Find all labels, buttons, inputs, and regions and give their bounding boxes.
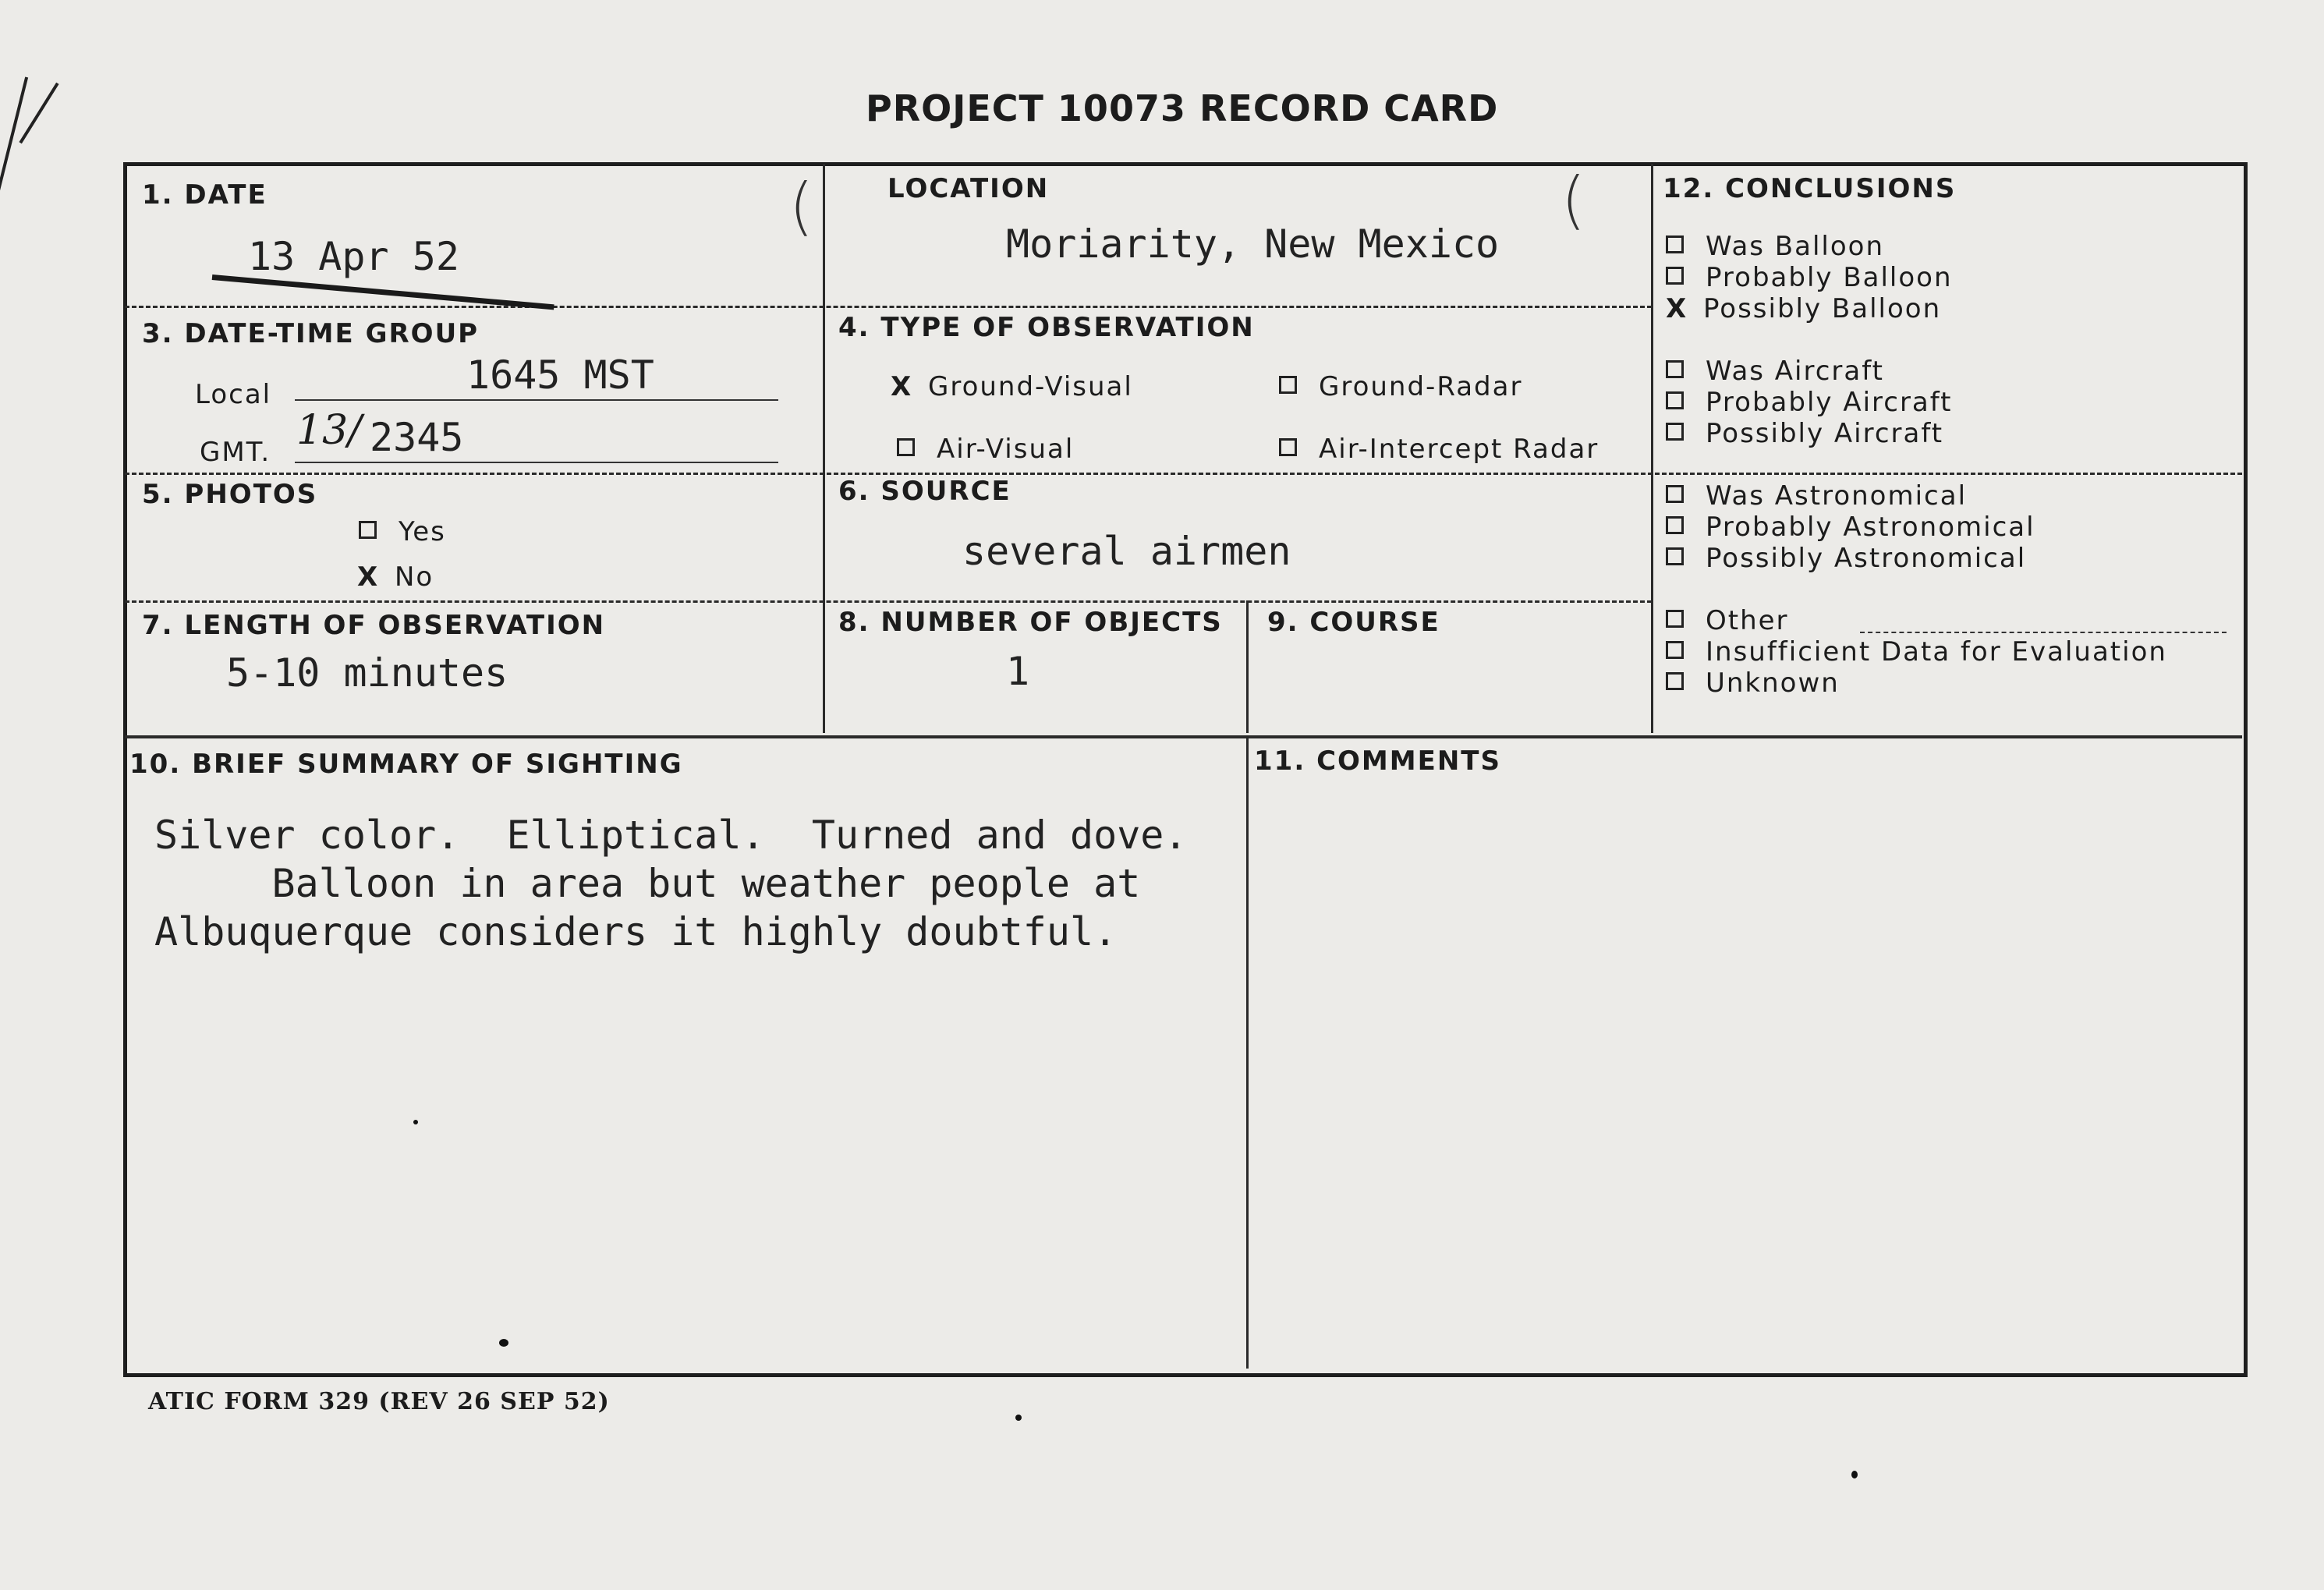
air-intercept-radar-label: Air-Intercept Radar — [1319, 434, 1600, 465]
location-value: Moriarity, New Mexico — [1006, 221, 1500, 267]
conclusion-label: Possibly Balloon — [1703, 293, 1942, 324]
form-id: ATIC FORM 329 (REV 26 SEP 52) — [148, 1388, 610, 1415]
air-intercept-radar-checkbox[interactable] — [1279, 438, 1297, 456]
speck-4 — [413, 1120, 418, 1124]
other-underline — [1860, 632, 2227, 633]
conclusion-item[interactable] — [1666, 480, 1967, 512]
local-value: 1645 MST — [466, 352, 654, 398]
card-title: PROJECT 10073 RECORD CARD — [866, 87, 1499, 129]
conclusion-item[interactable] — [1666, 543, 2026, 574]
divider-row-4 — [125, 735, 2242, 738]
comments-label: 11. COMMENTS — [1254, 745, 1501, 777]
conclusion-item[interactable] — [1666, 418, 1943, 449]
ground-visual-label: Ground-Visual — [928, 371, 1133, 402]
speck-2 — [1015, 1415, 1022, 1421]
photos-label: 5. PHOTOS — [142, 479, 318, 510]
conclusion-checkbox[interactable] — [1666, 610, 1684, 628]
option-ground-radar[interactable] — [1279, 371, 1522, 402]
conclusion-checkbox[interactable] — [1666, 423, 1684, 441]
conclusion-item[interactable] — [1666, 387, 1952, 418]
conclusion-label: Probably Astronomical — [1706, 512, 2035, 543]
margin-pen-mark-2 — [19, 83, 58, 143]
conclusion-checkbox[interactable] — [1666, 391, 1684, 409]
divider-row-1 — [125, 306, 1652, 308]
photos-yes-checkbox[interactable] — [359, 521, 377, 539]
conclusion-checkmark: X — [1666, 293, 1688, 324]
divider-number-course — [1246, 600, 1249, 733]
photos-no-label: No — [395, 561, 434, 593]
air-visual-checkbox[interactable] — [897, 438, 915, 456]
conclusion-item[interactable] — [1666, 605, 1789, 636]
conclusion-checkbox[interactable] — [1666, 547, 1684, 565]
conclusion-label: Was Balloon — [1706, 231, 1885, 262]
summary-label: 10. BRIEF SUMMARY OF SIGHTING — [129, 749, 683, 780]
conclusion-label: Insufficient Data for Evaluation — [1706, 636, 2167, 668]
conclusion-item[interactable] — [1666, 293, 1941, 324]
conclusion-item[interactable] — [1666, 356, 1884, 387]
ground-radar-label: Ground-Radar — [1319, 371, 1523, 402]
summary-line-2: Balloon in area but weather people at — [154, 861, 1141, 906]
divider-left-col — [823, 164, 825, 733]
photos-no-checkmark: X — [357, 561, 380, 593]
conclusion-checkbox[interactable] — [1666, 516, 1684, 534]
option-air-intercept-radar[interactable] — [1279, 434, 1599, 465]
gmt-underline — [295, 462, 778, 463]
option-ground-visual[interactable] — [891, 371, 1133, 402]
option-photos-yes[interactable] — [359, 516, 446, 547]
speck-1 — [499, 1339, 508, 1347]
date-label: 1. DATE — [142, 179, 267, 211]
number-of-objects-label: 8. NUMBER OF OBJECTS — [838, 607, 1223, 638]
conclusion-checkbox[interactable] — [1666, 641, 1684, 659]
gmt-value: 2345 — [370, 415, 464, 460]
summary-line-1: Silver color. Elliptical. Turned and dove. — [154, 813, 1188, 858]
divider-row-2 — [125, 473, 2242, 475]
margin-pen-mark — [0, 76, 28, 228]
gmt-label: GMT. — [200, 437, 271, 468]
conclusion-item[interactable] — [1666, 231, 1884, 262]
local-underline — [295, 399, 778, 401]
location-bracket-left: ( — [789, 170, 814, 243]
date-time-group-label: 3. DATE-TIME GROUP — [142, 318, 480, 349]
summary-line-3: Albuquerque considers it highly doubtful. — [154, 909, 1118, 954]
conclusion-label: Possibly Astronomical — [1706, 543, 2027, 574]
gmt-handwritten-prefix: 13/ — [296, 407, 362, 454]
conclusion-checkbox[interactable] — [1666, 267, 1684, 285]
ground-visual-checkmark: X — [891, 371, 913, 402]
photos-yes-label: Yes — [399, 516, 446, 547]
option-air-visual[interactable] — [897, 434, 1074, 465]
source-value: several airmen — [962, 529, 1291, 574]
source-label: 6. SOURCE — [838, 476, 1011, 507]
option-photos-no[interactable] — [357, 561, 434, 593]
local-label: Local — [195, 379, 272, 410]
conclusion-item[interactable] — [1666, 262, 1953, 293]
conclusion-checkbox[interactable] — [1666, 672, 1684, 690]
length-of-observation-label: 7. LENGTH OF OBSERVATION — [142, 610, 606, 641]
divider-right-col — [1651, 164, 1653, 733]
ground-radar-checkbox[interactable] — [1279, 376, 1297, 394]
divider-summary-comments — [1246, 737, 1249, 1369]
location-label: LOCATION — [887, 173, 1050, 204]
type-of-observation-label: 4. TYPE OF OBSERVATION — [838, 312, 1255, 343]
date-value: 13 Apr 52 — [248, 234, 459, 279]
length-of-observation-value: 5-10 minutes — [226, 650, 508, 696]
conclusions-label: 12. CONCLUSIONS — [1663, 173, 1957, 204]
conclusion-label: Other — [1706, 605, 1789, 636]
conclusion-checkbox[interactable] — [1666, 235, 1684, 253]
course-label: 9. COURSE — [1267, 607, 1440, 638]
conclusion-item[interactable] — [1666, 636, 2167, 668]
divider-row-3 — [125, 600, 1652, 603]
conclusion-item[interactable] — [1666, 668, 1840, 699]
conclusion-item[interactable] — [1666, 512, 2035, 543]
air-visual-label: Air-Visual — [937, 434, 1075, 465]
conclusion-label: Probably Balloon — [1706, 262, 1953, 293]
location-bracket-right: ( — [1561, 164, 1586, 236]
conclusion-checkbox[interactable] — [1666, 485, 1684, 503]
number-of-objects-value: 1 — [1006, 649, 1030, 694]
conclusion-label: Was Astronomical — [1706, 480, 1968, 512]
conclusion-label: Was Aircraft — [1706, 356, 1884, 387]
conclusion-label: Possibly Aircraft — [1706, 418, 1944, 449]
conclusion-label: Probably Aircraft — [1706, 387, 1953, 418]
conclusion-label: Unknown — [1706, 668, 1840, 699]
speck-3 — [1851, 1471, 1858, 1478]
conclusion-checkbox[interactable] — [1666, 360, 1684, 378]
